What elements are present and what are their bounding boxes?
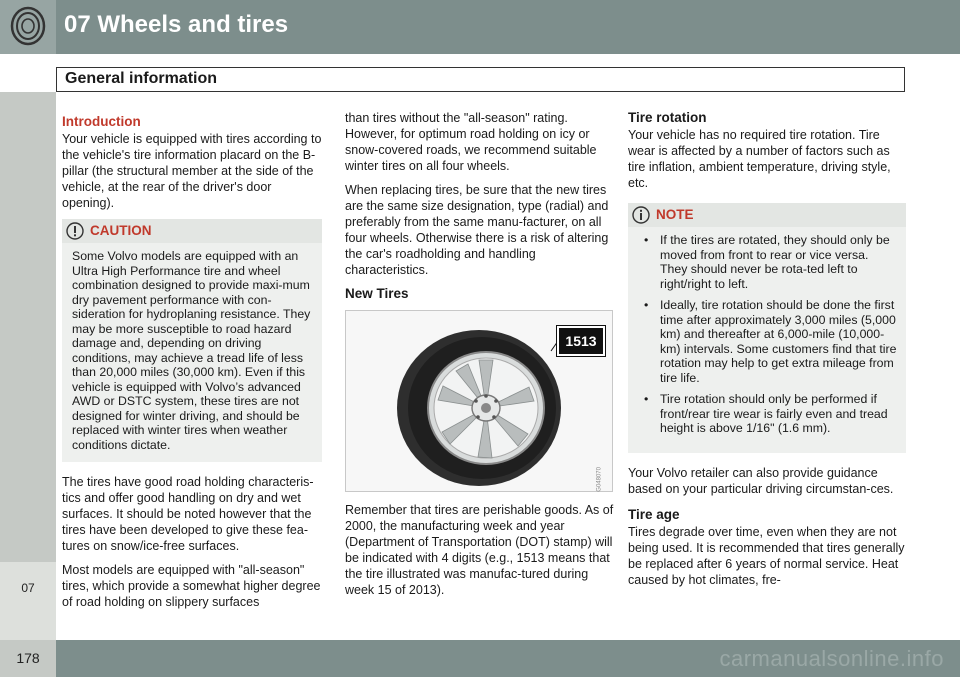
column-2: [345, 110, 615, 606]
tire-rotation-text: Your vehicle has no required tire rotation. Tire wear is affected by a number of factors such as tire inflation, ambient temperature, driving style, etc.: [628, 128, 891, 190]
winter-tires-text: than tires without the "all-season" rating. However, for optimum road holding on icy or snow-covered roads, we recommend suitable winter tires on all four wheels.: [345, 111, 597, 173]
column-3: [628, 110, 906, 596]
tire-age-heading: Tire age: [628, 506, 680, 522]
caution-icon: [66, 222, 84, 240]
watermark: carmanualsonline.info: [719, 646, 944, 671]
tire-rotation-heading: Tire rotation: [628, 110, 707, 125]
note-box: [628, 203, 906, 453]
wheel-icon: [10, 6, 46, 46]
introduction-text: Your vehicle is equipped with tires according to the vehicle's tire information placard on the B-pillar (the structural member at the side of the vehicle, at the rear of the driver's door opening).: [62, 132, 322, 210]
retailer-text: Your Volvo retailer can also provide guidance based on your particular driving circumstan-ces.: [628, 465, 894, 496]
introduction-heading: Introduction: [62, 114, 141, 129]
tire-age-text: Tires degrade over time, even when they are not being used. It is recommended that tires generally be replaced after 6 years of normal service. Heat caused by hot climates, fre-: [628, 524, 905, 587]
note-body: [628, 227, 906, 453]
section-title: General information: [65, 70, 218, 87]
new-tires-heading: New Tires: [345, 286, 409, 301]
note-list: [638, 233, 898, 436]
info-icon: [632, 206, 650, 224]
tire-illustration: [345, 310, 613, 492]
column-1: [62, 110, 322, 618]
note-item: • If the tires are rotated, they should only be moved from front to rear or vice versa. They should never be rota-ted left to right/right to left.: [638, 233, 898, 291]
chapter-header: [0, 0, 960, 54]
section-title-bar: [56, 67, 905, 92]
note-item: • Ideally, tire rotation should be done the first time after approximately 3,000 miles (5,000 km) and thereafter at 6,000-mile (10,000-km) intervals. Some customers find that tire rotation may help to get extra mileage from tire life.: [638, 298, 898, 385]
note-header: [628, 203, 906, 227]
page-number: 178: [16, 650, 40, 666]
chapter-sidebar: [0, 92, 56, 640]
figure-id: G048070: [597, 467, 603, 492]
chapter-title: 07 Wheels and tires: [64, 11, 289, 38]
page-footer: [0, 640, 960, 677]
caution-text: Some Volvo models are equipped with an Ultra High Performance tire and wheel combination designed to provide maxi-mum dry pavement performance with con-sideration for hydroplaning resistance. They may be more susceptible to road hazard damage and, depending on driving conditions, may achieve a tread life of less than 20,000 miles (30,000 km). Even if this vehicle is equipped with Volvo’s advanced AWD or DSTC system, these tires are not designed for winter driving, and should be replaced with winter tires when weather conditions dictate.: [72, 249, 311, 452]
note-item: • Tire rotation should only be performed if front/rear tire wear is fairly even and tread height is above 1/16" (1.6 mm).: [638, 392, 898, 436]
caution-header: [62, 219, 322, 243]
replacement-text: When replacing tires, be sure that the new tires are the same size designation, type (radial) and preferably from the same manu-facturer, on all four wheels. Otherwise there is a risk of altering the car's roadholding and handling characteristics.: [345, 183, 609, 277]
all-season-text: Most models are equipped with "all-season" tires, which provide a somewhat higher degree of road holding on slippery surfaces: [62, 563, 321, 609]
chapter-number: 07: [21, 581, 35, 595]
footer-tab: [0, 640, 56, 677]
note-title: NOTE: [656, 207, 694, 222]
chapter-icon-tab: [0, 0, 56, 54]
perishable-text: Remember that tires are perishable goods. As of 2000, the manufacturing week and year (Department of Transportation (DOT) stamp) will be indicated with 4 digits (e.g., 1513 means that the tire illustrated was manufac-tured during week 15 of 2013).: [345, 503, 614, 597]
dot-code-callout: 1513: [557, 326, 605, 356]
road-holding-text: The tires have good road holding characteris-tics and offer good handling on dry and wet surfaces. It should be noted however that the tires have been developed to give these fea-tures on snow/ice-free surfaces.: [62, 475, 314, 553]
caution-title: CAUTION: [90, 223, 152, 238]
caution-box: [62, 219, 322, 462]
